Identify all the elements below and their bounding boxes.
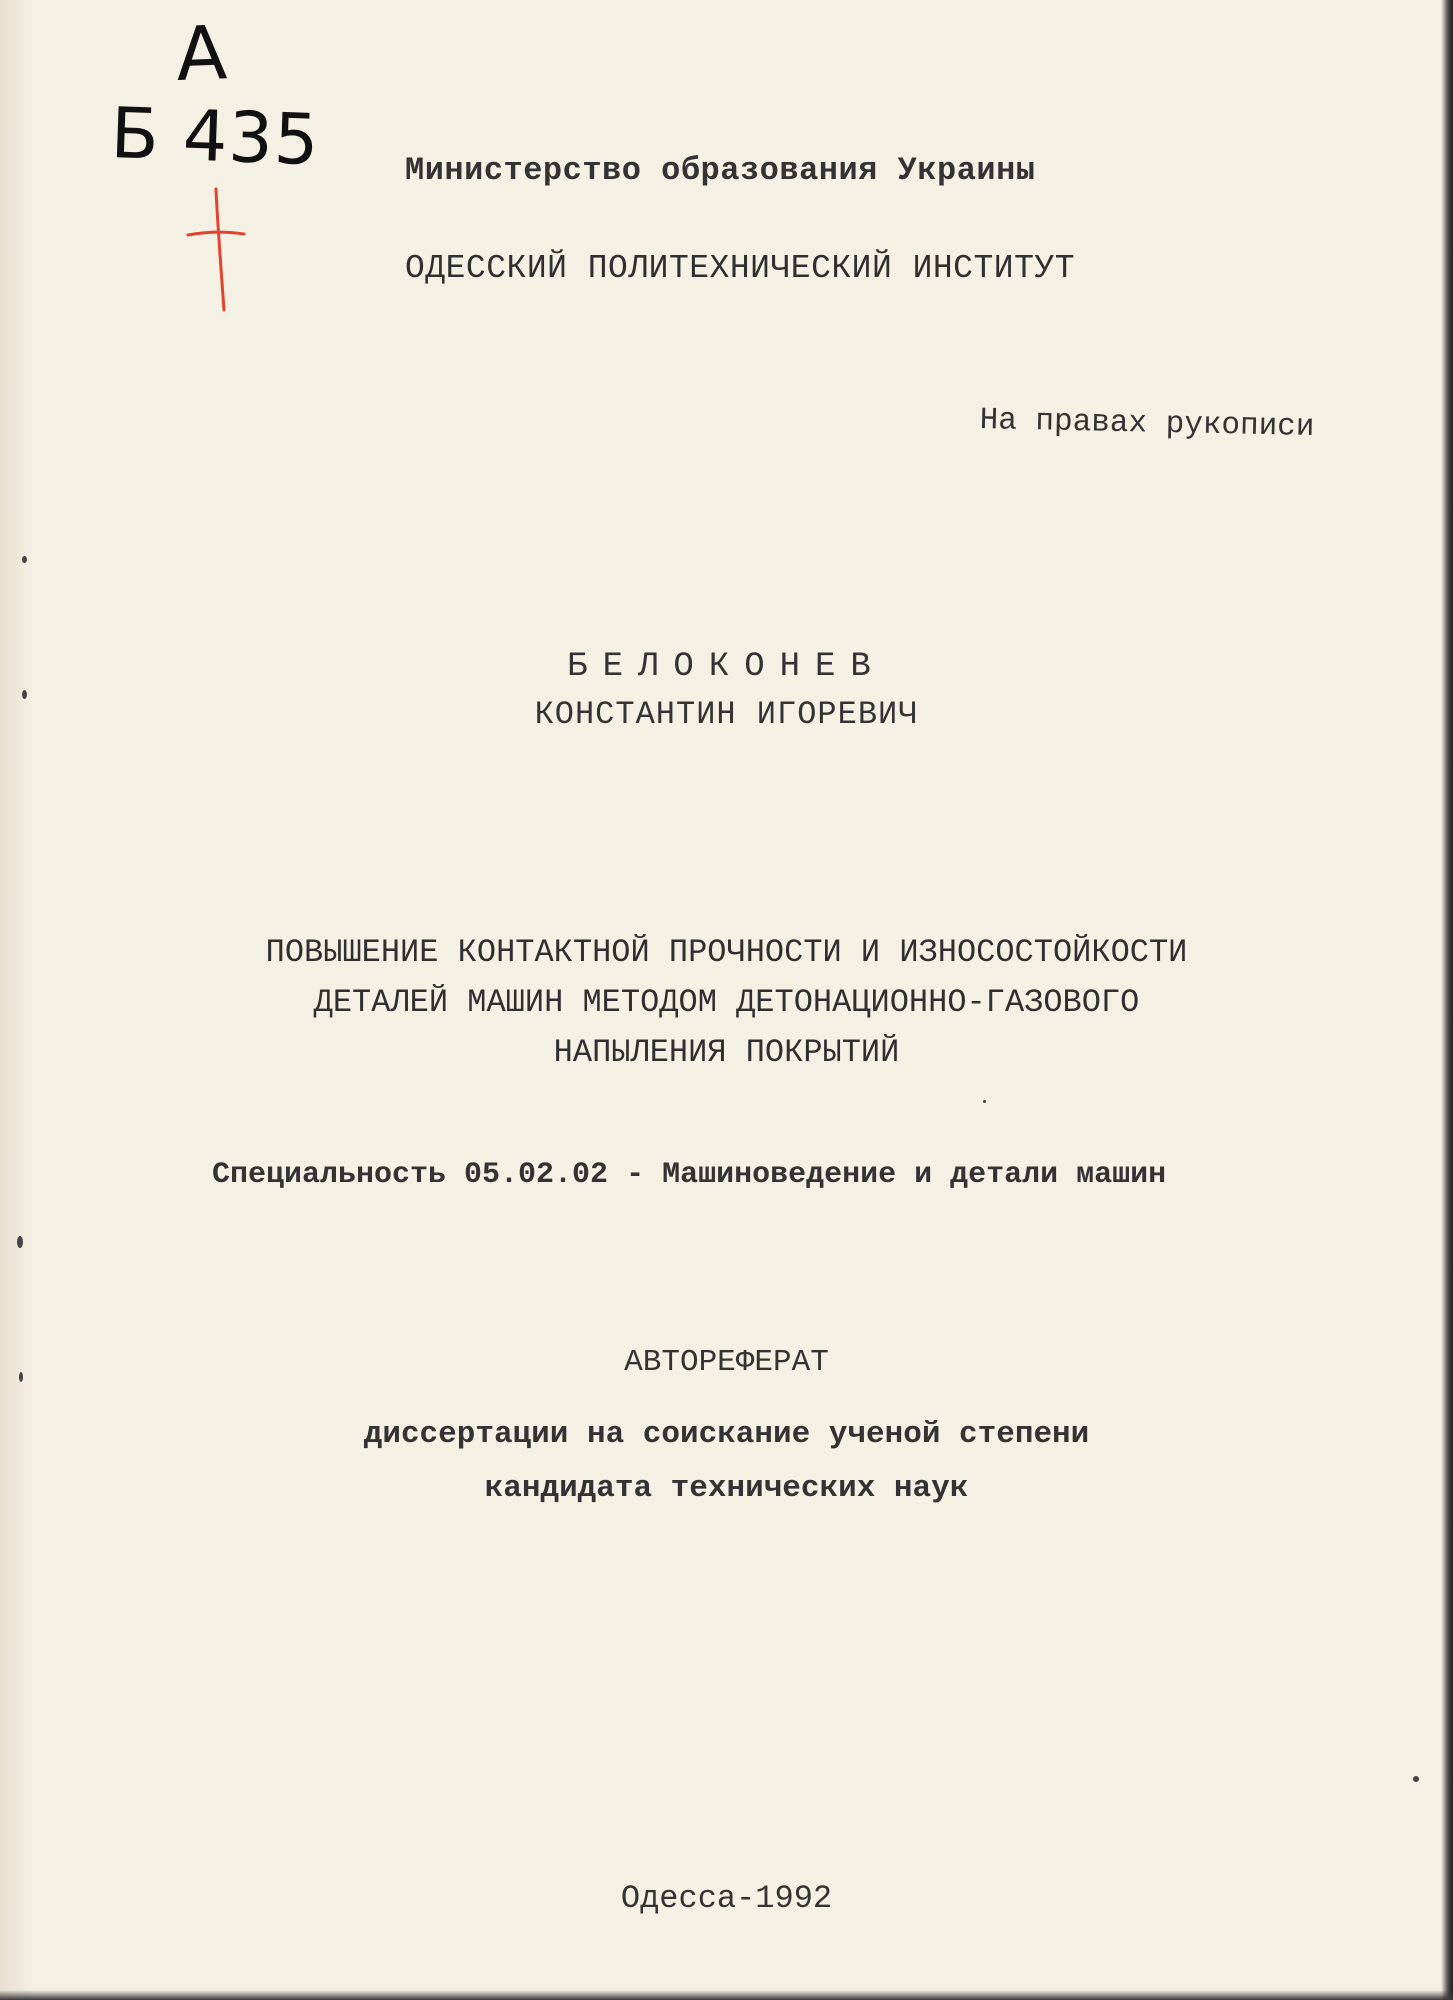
title-line: ПОВЫШЕНИЕ КОНТАКТНОЙ ПРОЧНОСТИ И ИЗНОСОСТОЙКОСТИ [265,934,1188,971]
degree-purpose [0,1408,1453,1516]
ink-speck [19,1372,23,1382]
ink-speck [983,1100,986,1103]
document-type: АВТОРЕФЕРАТ [624,1345,829,1380]
city-year-footer: Одесса-1992 [620,1880,833,1917]
ministry-line: Министерство образования Украины [405,152,1036,189]
ink-speck [1413,1776,1419,1782]
specialty-line: Специальность 05.02.02 - Машиноведение и детали машин [212,1158,1167,1192]
purpose-line: кандидата технических наук [484,1471,969,1506]
page-bottom-edge [0,1990,1453,2000]
rights-note: На правах рукописи [979,403,1315,446]
purpose-line: диссертации на соискание ученой степени [363,1417,1090,1452]
handwritten-catalog-code: Б 435 [109,92,321,182]
red-cross-mark-icon [180,185,250,315]
dissertation-title [0,928,1453,1078]
institute-name: ОДЕССКИЙ ПОЛИТЕХНИЧЕСКИЙ ИНСТИТУТ [405,250,1076,287]
title-line: НАПЫЛЕНИЯ ПОКРЫТИЙ [553,1034,900,1071]
author-surname: БЕЛОКОНЕВ [567,648,886,686]
ink-speck [22,556,27,563]
ink-speck [22,690,27,699]
ink-speck [17,1236,23,1248]
title-line: ДЕТАЛЕЙ МАШИН МЕТОДОМ ДЕТОНАЦИОННО-ГАЗОВОГО [313,984,1140,1021]
handwritten-letter: А [174,10,229,98]
author-name: КОНСТАНТИН ИГОРЕВИЧ [534,696,919,733]
